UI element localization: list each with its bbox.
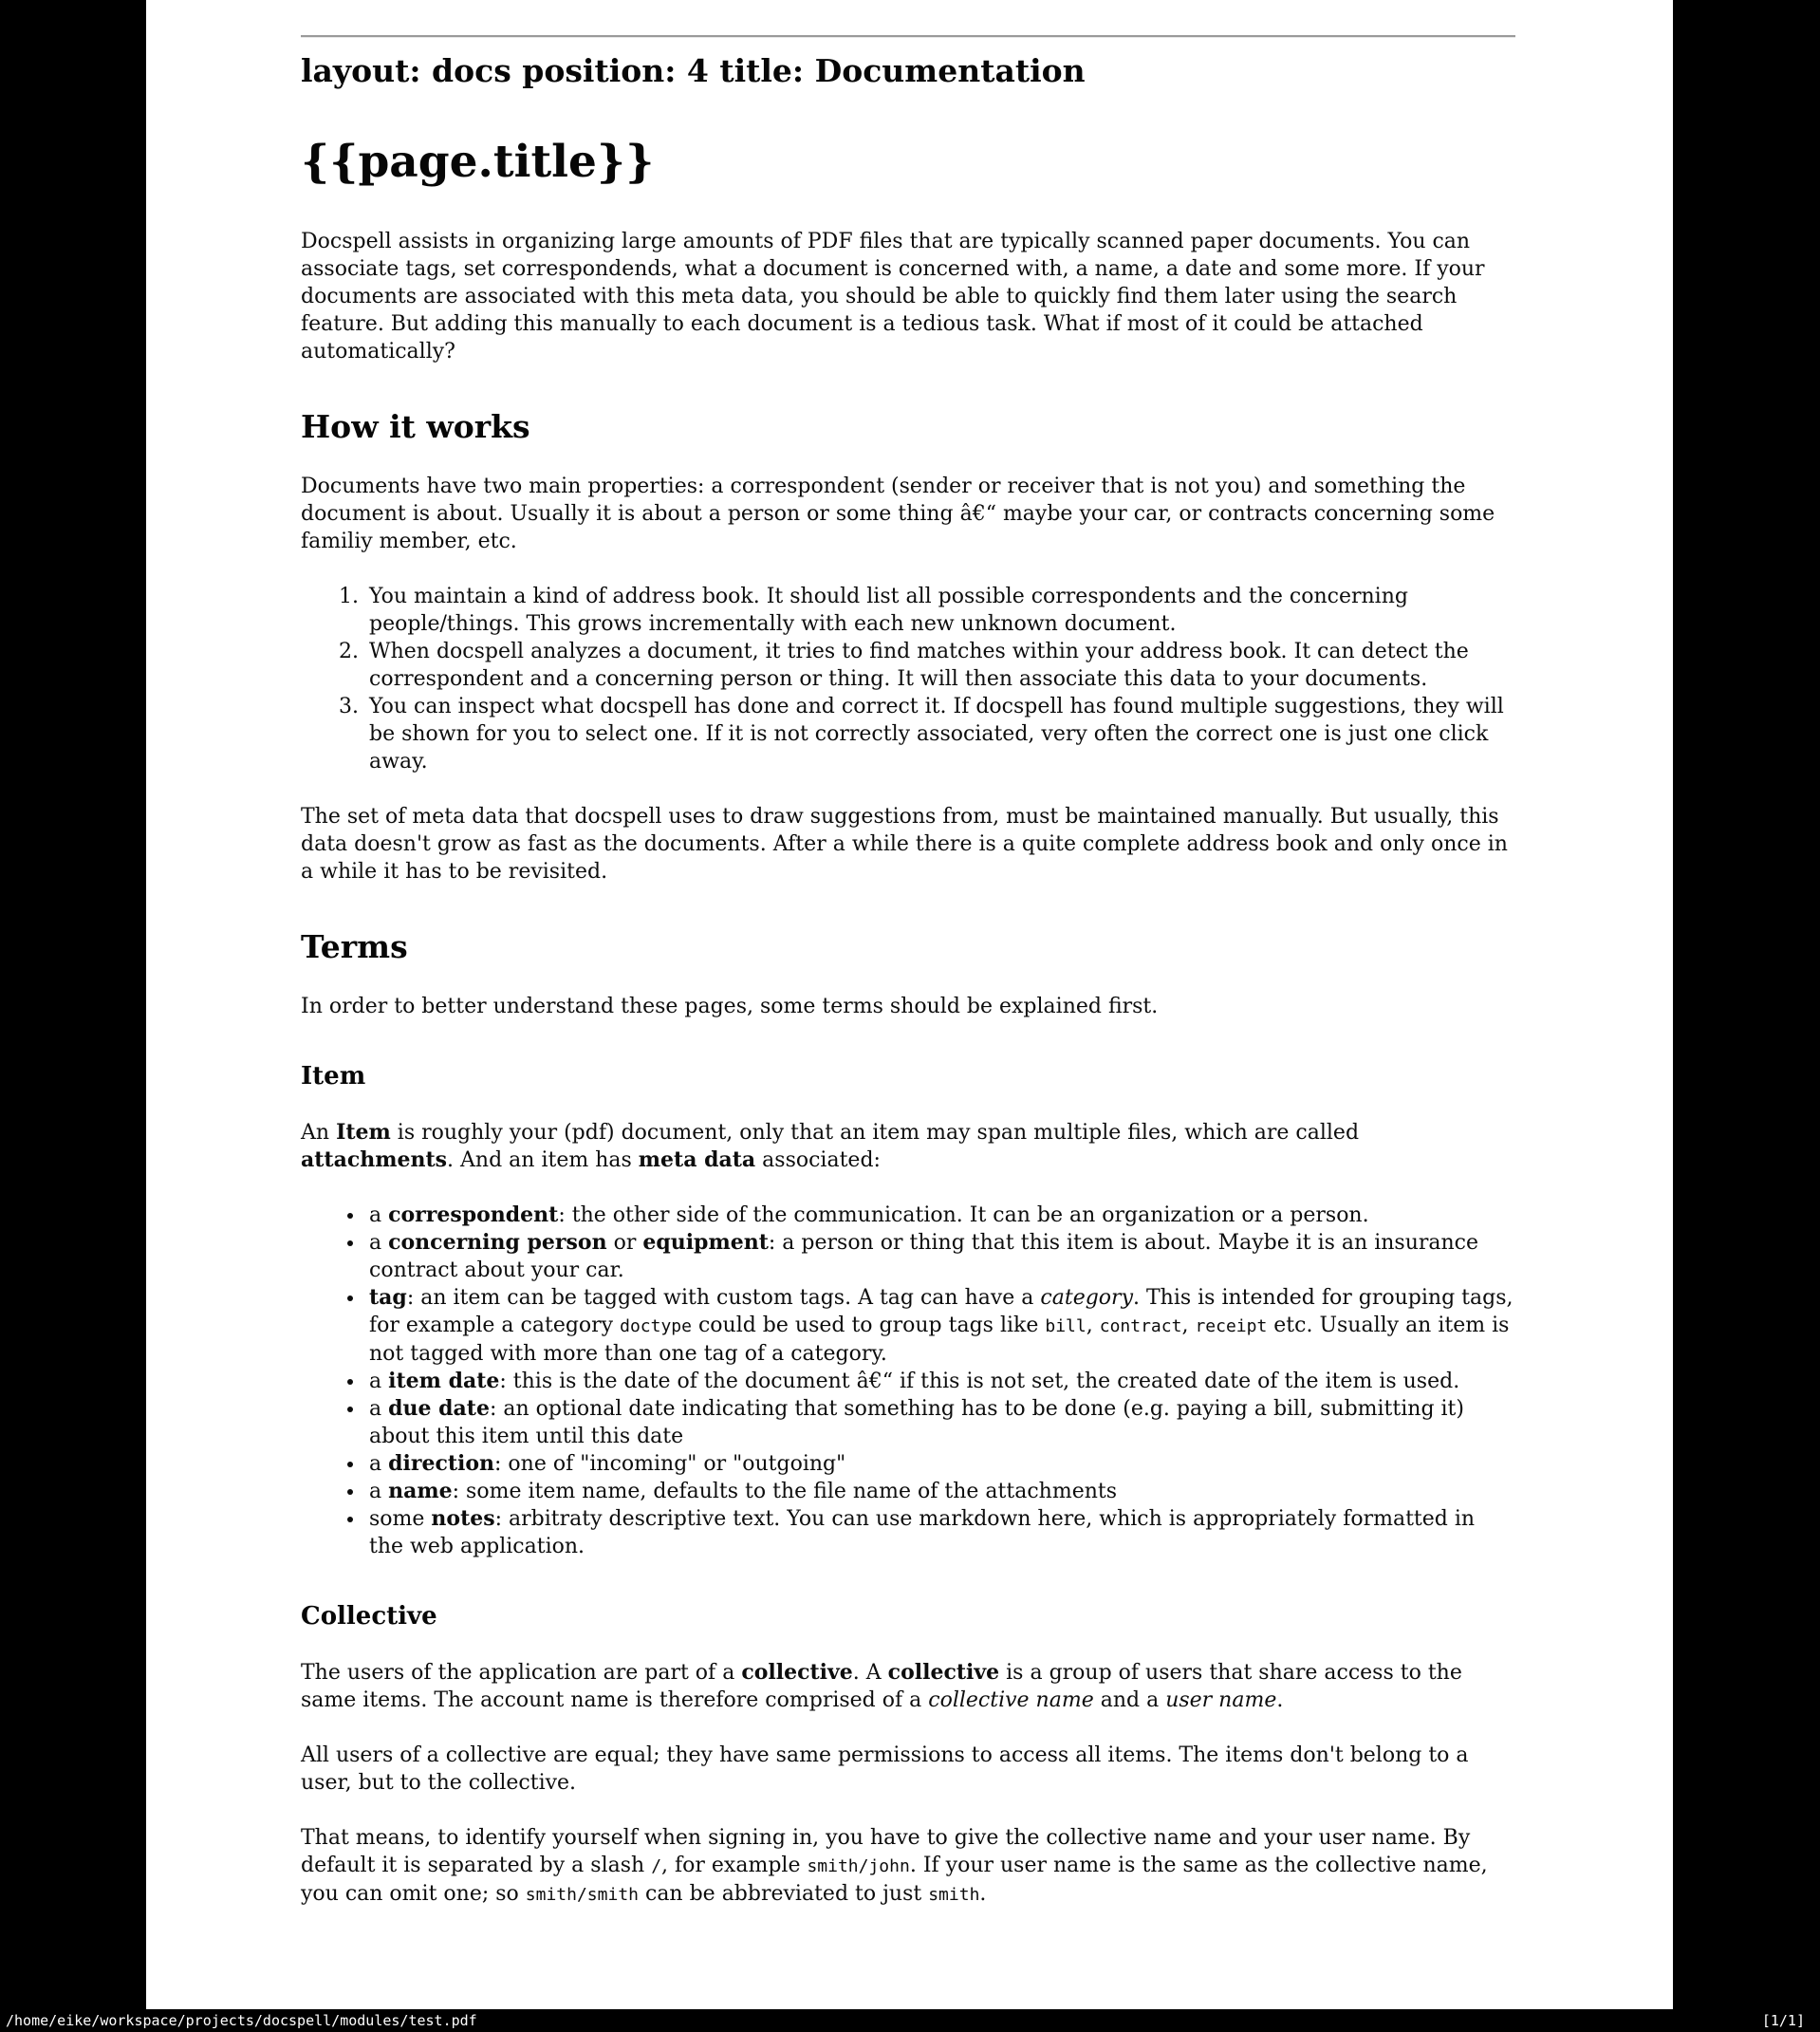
text-segment: tag xyxy=(369,1285,407,1310)
list-item xyxy=(365,1505,1515,1560)
text-segment: and a xyxy=(1093,1688,1166,1712)
list-item xyxy=(365,1368,1515,1395)
how-it-works-heading: How it works xyxy=(301,408,530,445)
text-segment: due date xyxy=(388,1396,490,1421)
how-steps-list xyxy=(301,583,1515,775)
text-segment: . And an item has xyxy=(447,1148,639,1172)
how-intro-paragraph: Documents have two main properties: a correspondent (sender or receiver that is not you) and something the document is about. Usually it is about a person or some thing â€“ maybe your car, or contracts concerning some familiy member, etc. xyxy=(301,475,1495,553)
list-item: 3. You can inspect what docspell has done and correct it. If docspell has found multiple suggestions, they will be shown for you to select one. If it is not correctly associated, very often the correct one is just one click away. xyxy=(365,693,1515,775)
terms-heading: Terms xyxy=(301,928,408,965)
pdf-page xyxy=(146,0,1673,2009)
text-segment: , xyxy=(1086,1314,1100,1337)
text-segment: a xyxy=(369,1480,389,1503)
text-segment: All users of a collective are equal; they have same permissions to access all items. The items don't belong to a user, but to the collective. xyxy=(301,1743,1469,1795)
text-segment: An xyxy=(301,1121,337,1145)
text-segment: That means, to identify yourself when signing in, you have to give the collective name and your user name. By default it is separated by a slash xyxy=(301,1826,1471,1877)
list-item xyxy=(365,1450,1515,1478)
item-heading: Item xyxy=(301,1062,366,1091)
list-item xyxy=(365,1202,1515,1229)
collective-paragraph-3 xyxy=(301,1824,1515,1909)
text-segment: is roughly your (pdf) document, only that an item may span multiple files, which are called xyxy=(390,1121,1360,1145)
text-segment: receipt xyxy=(1195,1316,1268,1336)
text-segment: collective xyxy=(741,1660,853,1685)
text-segment: contract xyxy=(1099,1316,1182,1336)
text-segment: notes xyxy=(431,1506,495,1531)
text-segment: , for example xyxy=(661,1854,808,1877)
text-segment: collective name xyxy=(928,1688,1094,1712)
text-segment: meta data xyxy=(638,1147,756,1172)
text-segment: direction xyxy=(388,1451,495,1476)
text-segment: some xyxy=(369,1507,432,1531)
text-segment: etc. Usually an item is not tagged with more than one tag of a category. xyxy=(369,1314,1510,1366)
text-segment: The users of the application are part of a xyxy=(301,1661,742,1685)
text-segment: can be abbreviated to just xyxy=(639,1882,929,1906)
item-intro-paragraph xyxy=(301,1119,1515,1174)
text-segment: a xyxy=(369,1203,389,1227)
statusbar xyxy=(0,2009,1820,2032)
text-segment: attachments xyxy=(301,1147,448,1172)
intro-paragraph: Docspell assists in organizing large amounts of PDF files that are typically scanned paper documents. You can associate tags, set correspondends, what a document is concerned with, a name, a date and some more. If your documents are associated with this meta data, you should be able to quickly find them later using the search feature. But adding this manually to each document is a tedious task. What if most of it could be attached automatically? xyxy=(301,230,1485,364)
text-segment: : an optional date indicating that something has to be done (e.g. paying a bill, submitting it) about this item until this date xyxy=(369,1397,1464,1448)
text-segment: : some item name, defaults to the file name of the attachments xyxy=(452,1480,1118,1503)
how-outro-paragraph: The set of meta data that docspell uses to draw suggestions from, must be maintained manually. But usually, this data doesn't grow as fast as the documents. After a while there is a quite complete address book and only once in a while it has to be revisited. xyxy=(301,805,1508,884)
text-segment: : an item can be tagged with custom tags. A tag can have a xyxy=(406,1286,1041,1310)
text-segment: . xyxy=(979,1882,987,1906)
text-segment: associated: xyxy=(755,1148,881,1172)
text-segment: , xyxy=(1181,1314,1196,1337)
text-segment: : the other side of the communication. It can be an organization or a person. xyxy=(558,1203,1369,1227)
text-segment: item date xyxy=(388,1369,500,1393)
terms-intro-paragraph: In order to better understand these pages, some terms should be explained first. xyxy=(301,995,1159,1018)
text-segment: equipment xyxy=(642,1230,769,1255)
text-segment: is a group of users that share access to the same items. The account name is therefore comprised of a xyxy=(301,1661,1462,1712)
text-segment: name xyxy=(388,1479,453,1503)
text-segment: . xyxy=(1276,1688,1284,1712)
list-item: 2. When docspell analyzes a document, it tries to find matches within your address book. It can detect the correspondent and a concerning person or thing. It will then associate this data to your documents. xyxy=(365,638,1515,693)
text-segment: smith/john xyxy=(807,1856,910,1876)
text-segment: category xyxy=(1040,1286,1133,1310)
text-segment: a xyxy=(369,1370,389,1393)
list-item xyxy=(365,1229,1515,1284)
text-segment: collective xyxy=(887,1660,1000,1685)
text-segment: a xyxy=(369,1231,389,1255)
document-content xyxy=(301,35,1515,1909)
list-item xyxy=(365,1395,1515,1450)
text-segment: bill xyxy=(1045,1316,1086,1336)
front-matter-heading: layout: docs position: 4 title: Documentation xyxy=(301,52,1086,89)
text-segment: user name xyxy=(1165,1688,1277,1712)
text-segment: / xyxy=(651,1856,662,1876)
text-segment: smith xyxy=(928,1885,980,1905)
text-segment: could be used to group tags like xyxy=(691,1314,1046,1337)
list-item: 1. You maintain a kind of address book. It should list all possible correspondents and the concerning people/things. This grows incrementally with each new unknown document. xyxy=(365,583,1515,638)
text-segment: a xyxy=(369,1452,389,1476)
text-segment: Item xyxy=(336,1120,391,1145)
text-segment: . This is intended for grouping tags, for example a category xyxy=(369,1286,1514,1337)
text-segment: : arbitraty descriptive text. You can use markdown here, which is appropriately formatted in the web application. xyxy=(369,1507,1476,1558)
collective-paragraph-1 xyxy=(301,1659,1515,1714)
list-item xyxy=(365,1284,1515,1368)
text-segment: correspondent xyxy=(388,1202,559,1227)
list-item xyxy=(365,1478,1515,1505)
collective-paragraph-2 xyxy=(301,1742,1515,1797)
text-segment: a xyxy=(369,1397,389,1421)
collective-heading: Collective xyxy=(301,1602,437,1631)
text-segment: or xyxy=(606,1231,643,1255)
text-segment: : one of "incoming" or "outgoing" xyxy=(494,1452,846,1476)
text-segment: . A xyxy=(852,1661,888,1685)
statusbar-page-indicator: [1/1] xyxy=(1761,2012,1805,2029)
text-segment: . If your user name is the same as the collective name, you can omit one; so xyxy=(301,1854,1488,1906)
text-segment: concerning person xyxy=(388,1230,607,1255)
text-segment: : a person or thing that this item is about. Maybe it is an insurance contract about your car. xyxy=(369,1231,1479,1282)
page-title: {{page.title}} xyxy=(301,136,655,188)
text-segment: doctype xyxy=(620,1316,692,1336)
text-segment: smith/smith xyxy=(525,1885,639,1905)
statusbar-file-path: /home/eike/workspace/projects/docspell/modules/test.pdf xyxy=(6,2012,477,2029)
item-properties-list xyxy=(301,1202,1515,1560)
text-segment: : this is the date of the document â€“ if this is not set, the created date of the item is used. xyxy=(499,1370,1460,1393)
horizontal-rule xyxy=(301,35,1515,38)
